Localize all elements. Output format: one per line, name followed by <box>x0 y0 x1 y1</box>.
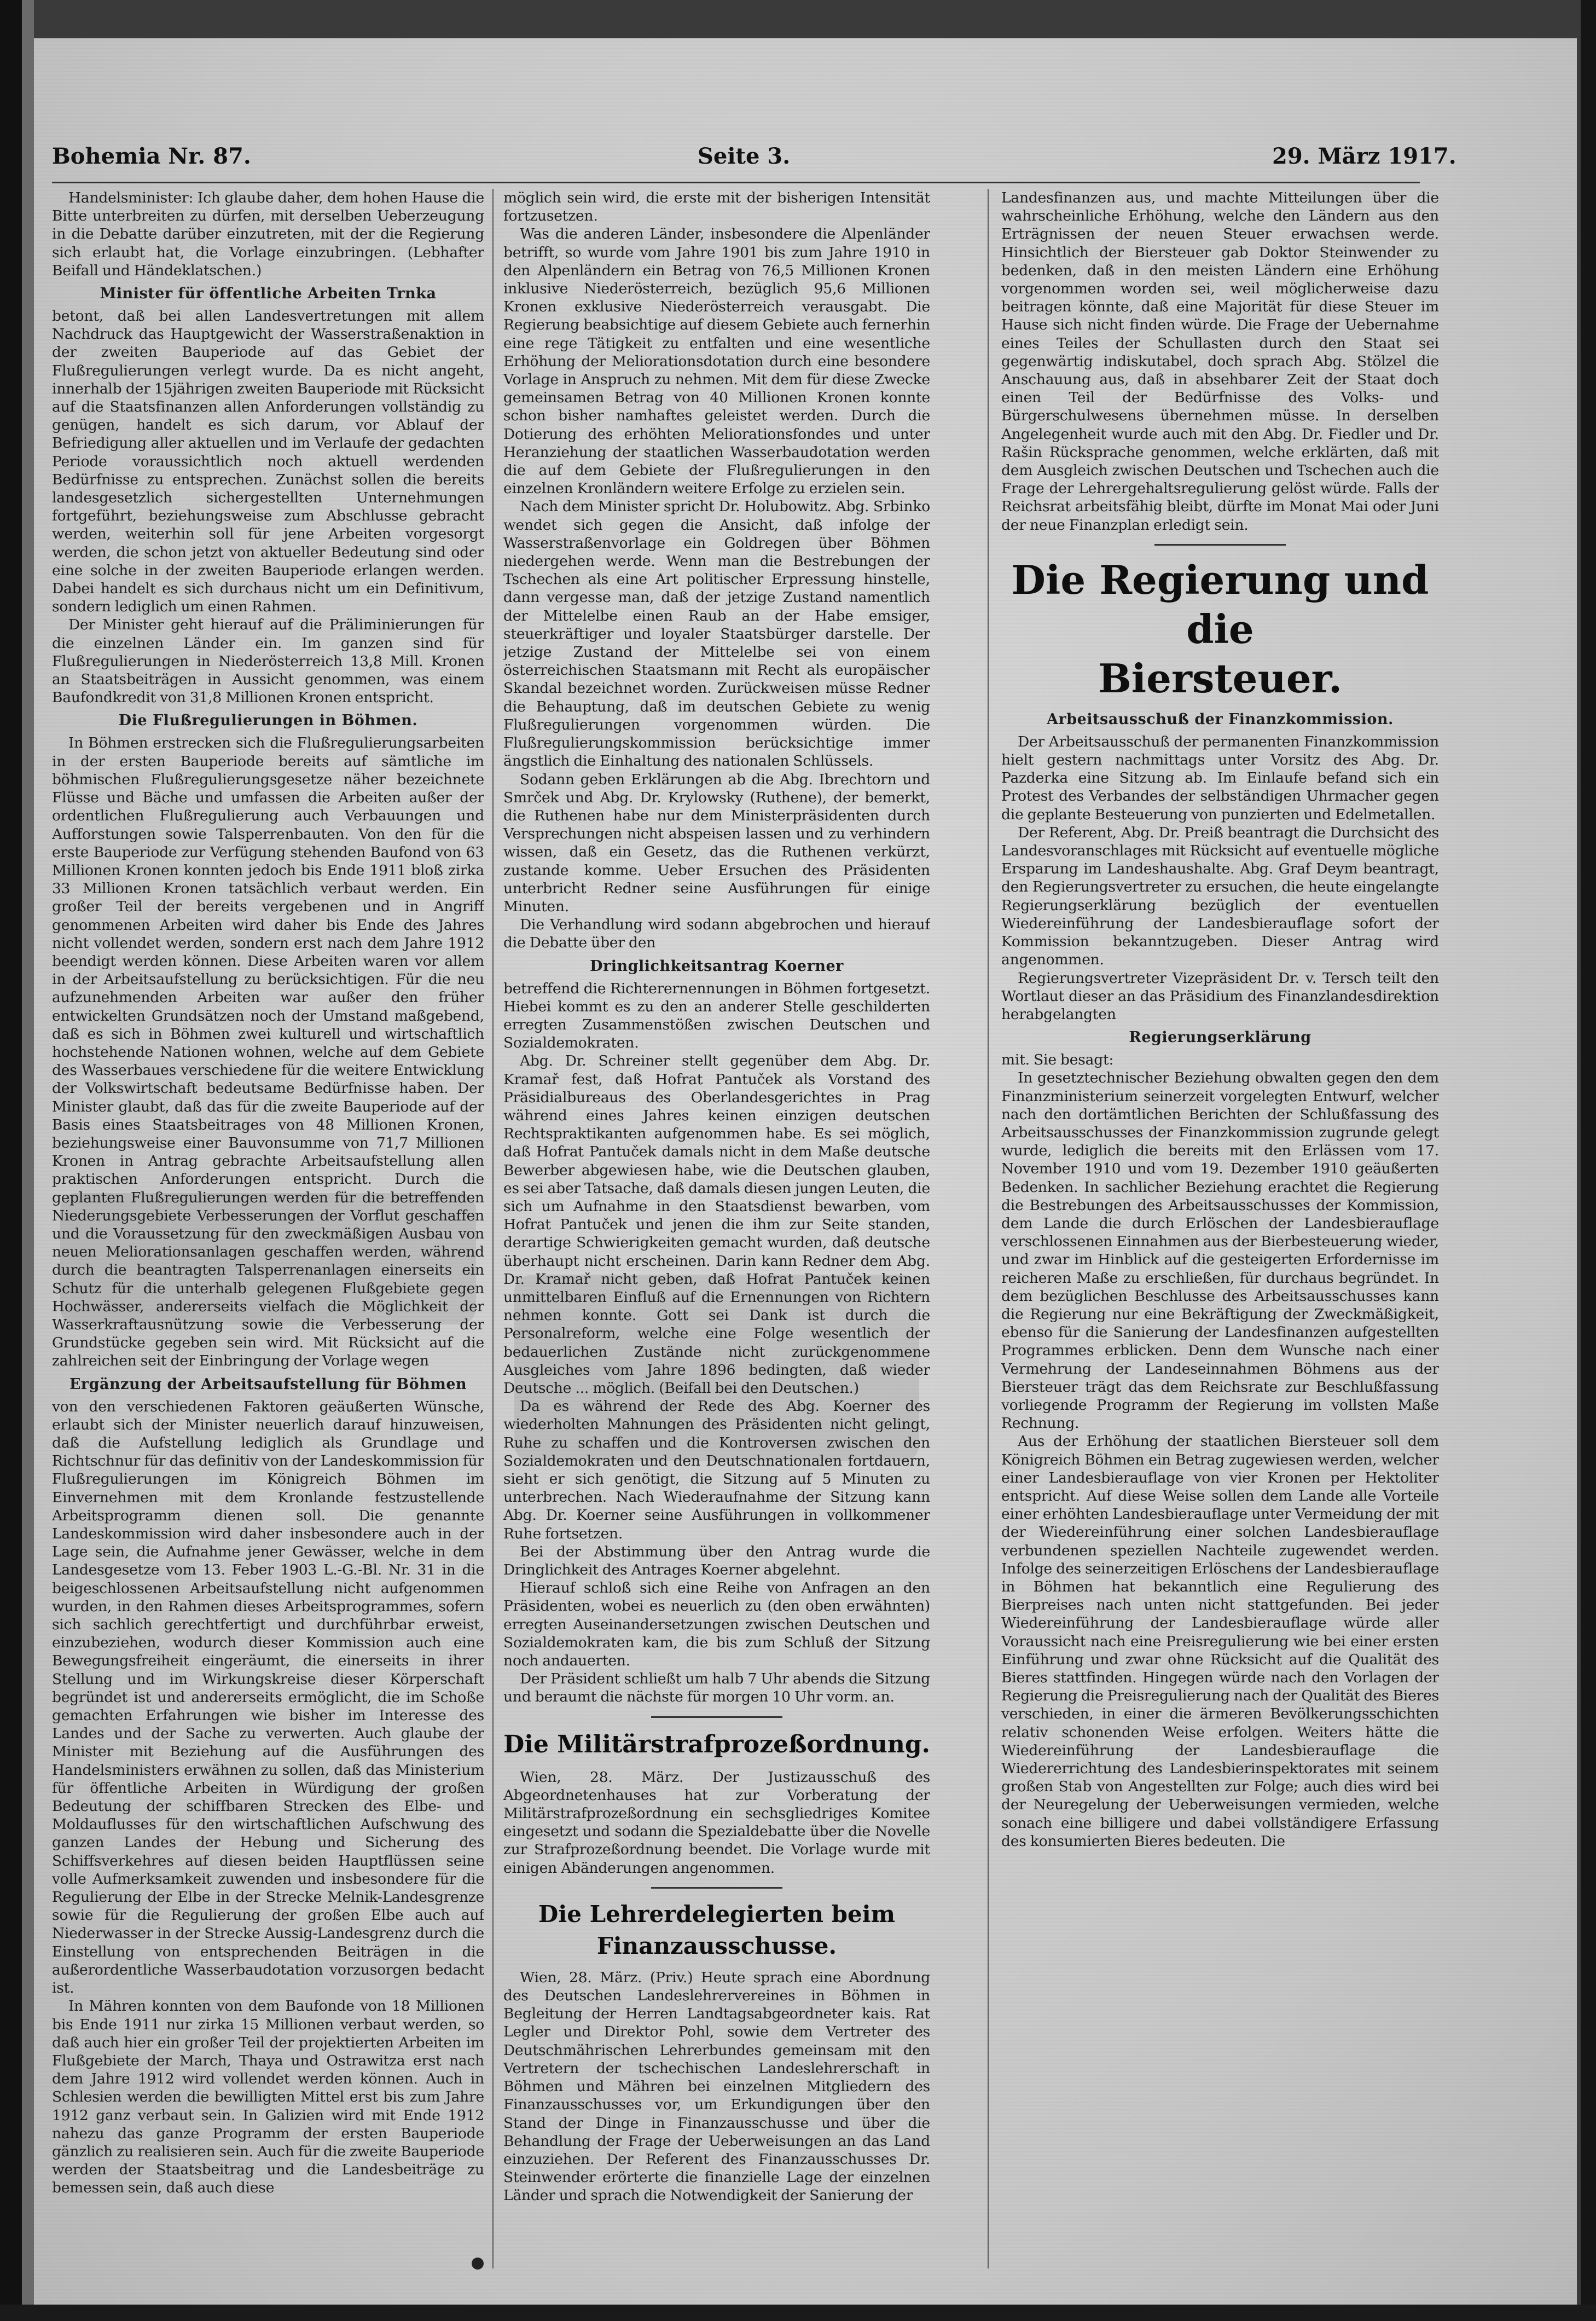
paragraph: Was die anderen Länder, insbesondere die Alpenländer betrifft, so wurde vom Jahre 1901 bis zum Jahre 1910 in den Alpenländern ein Betrag von 76,5 Millionen Kronen inklusive Niederösterreich, bezüglich 95,6 Millionen Kronen exklusive Niederösterreich verausgabt. Die Regierung beabsichtige auf diesem Gebiete auch fernerhin eine rege Tätigkeit zu entfalten und eine wesentliche Erhöhung der Meliorationsdotation durch eine besondere Vorlage in Anspruch zu nehmen. Mit dem für diese Zwecke gemeinsamen Betrag von 40 Millionen Kronen konnte schon bisher namhaftes geleistet werden. Durch die Dotierung des erhöhten Meliorationsfondes und unter Heranziehung der staatlichen Wasserbaudotation werden die auf dem Gebiete der Flußregulierungen in den einzelnen Kronländern weitere Erfolge zu erzielen sein. <box>503 225 930 497</box>
article-subheading: Arbeitsausschuß der Finanzkommission. <box>1047 710 1394 728</box>
paragraph: möglich sein wird, die erste mit der bisherigen Intensität fortzusetzen. <box>503 189 930 225</box>
paragraph: Sodann geben Erklärungen ab die Abg. Ibrechtorn und Smrček und Abg. Dr. Krylowsky (Ruthene), der bemerkt, die Ruthenen habe nur dem Ministerpräsidenten durch Versprechungen nicht abspeisen lassen und zu verhindern wissen, daß ein Gesetz, das die Ruthenen verkürzt, zustande komme. Ueber Ersuchen des Präsidenten unterbricht Redner seine Ausführungen für einige Minuten. <box>503 771 930 915</box>
paragraph: betont, daß bei allen Landesvertretungen mit allem Nachdruck das Hauptgewicht der Wasserstraßenaktion in der zweiten Bauperiode auf das Gebiet der Flußregulierungen verlegt wurde. Da es nicht angeht, innerhalb der 15jährigen zweiten Bauperiode mit Rücksicht auf die Staatsfinanzen allen Anforderungen vollständig zu genügen, handelt es sich darum, vor Ablauf der Befriedigung aller aktuellen und im Verlaufe der gedachten Periode voraussichtlich noch aktuell werdenden Bedürfnisse zu entsprechen. Zunächst sollen die bereits landesgesetzlich sichergestellten Unternehmungen fortgeführt, beziehungsweise zum Abschlusse gebracht werden, weiterhin soll für jene Arbeiten vorgesorgt werden, die schon jetzt von aktueller Bedeutung sind oder eine solche in der zweiten Bauperiode erlangen werden. Dabei handelt es sich durchaus nicht um ein Definitivum, sondern lediglich um einen Rahmen. <box>52 308 484 616</box>
section-heading: Regierungserklärung <box>1129 1029 1311 1046</box>
paragraph: Bei der Abstimmung über den Antrag wurde die Dringlichkeit des Antrages Koerner abgelehnt. <box>503 1543 930 1579</box>
paragraph: Landesfinanzen aus, und machte Mitteilungen über die wahrscheinliche Erhöhung, welche den Ländern aus den Erträgnissen der neuen Steuer erwachsen werde. Hinsichtlich der Biersteuer gab Doktor Steinwender zu bedenken, daß in den meisten Ländern eine Erhöhung vorgenommen worden sei, weil möglicherweise dazu beitragen könnte, daß eine Majorität für diese Steuer im Hause sich nicht finden würde. Die Frage der Uebernahme eines Teiles der Schullasten durch den Staat sei gegenwärtig indiskutabel, doch sprach Abg. Stölzel die Anschauung aus, daß in absehbarer Zeit der Staat doch einen Teil der Bedürfnisse des Volks- und Bürgerschulwesens übernehmen müsse. In derselben Angelegenheit wurde auch mit den Abg. Dr. Fiedler und Dr. Rašin Rücksprache genommen, welche erklärten, daß mit dem Ausgleich zwischen Deutschen und Tschechen auch die Frage der Lehrergehaltsregulierung gelöst würde. Falls der Reichsrat arbeitsfähig bleibt, dürfte im Monat Mai oder Juni der neue Finanzplan erledigt sein. <box>1001 189 1439 534</box>
paragraph: Der Präsident schließt um halb 7 Uhr abends die Sitzung und beraumt die nächste für morgen 10 Uhr vorm. an. <box>503 1670 930 1706</box>
paragraph: In Böhmen erstrecken sich die Flußregulierungsarbeiten in der ersten Bauperiode bereits auf sämtliche im böhmischen Flußregulierungsgesetze näher bezeichnete Flüsse und Bäche und umfassen die Arbeiten außer der ordentlichen Flußregulierung auch Verbauungen und Aufforstungen sowie Talsperrenbauten. Von den für die erste Bauperiode zur Verfügung stehenden Baufond von 63 Millionen Kronen konnten jedoch bis Ende 1911 bloß zirka 33 Millionen Kronen tatsächlich verbaut werden. Ein großer Teil der bereits vergebenen und in Angriff genommenen Arbeiten wird daher bis Ende des Jahres nicht vollendet werden, sondern erst nach dem Jahre 1912 beendigt werden können. Diese Arbeiten waren vor allem in der Arbeitsaufstellung zu berücksichtigen. Für die neu aufzunehmenden Arbeiten war außer den früher entwickelten Grundsätzen noch der Umstand maßgebend, daß es sich in Böhmen zwei kulturell und wirtschaftlich hochstehende Nationen wohnen, welche auf dem Gebiete des Wasserbaues verschiedene für die weitere Entwicklung der Volkswirtschaft bedeutsame Bedürfnisse haben. Der Minister glaubt, daß das für die zweite Bauperiode auf der Basis eines Staatsbeitrages von 48 Millionen Kronen, beziehungsweise einer Bauvonsumme von 71,7 Millionen Kronen in Antrag gebrachte Arbeitsaufstellung allen praktischen Anforderungen entspricht. Durch die geplanten Flußregulierungen werden für die betreffenden Niederungsgebiete Verbesserungen der Vorflut geschaffen und die Voraussetzung für den zweckmäßigen Ausbau von neuen Meliorationsanlagen geschaffen werden, während durch die beantragten Talsperrenanlagen einerseits ein Schutz für die unterhalb gelegenen Flußgebiete gegen Hochwässer, andererseits vielfach die Möglichkeit der Wasserkraftausnützung sowie die Verbesserung der Grundstücke gegeben sein wird. Mit Rücksicht auf die zahlreichen seit der Einbringung der Vorlage wegen <box>52 734 484 1370</box>
page-header <box>52 143 1456 187</box>
page-number: Seite 3. <box>698 143 791 169</box>
ink-smudge <box>514 1275 919 1461</box>
paragraph: Aus der Erhöhung der staatlichen Biersteuer soll dem Königreich Böhmen ein Betrag zugewiesen werden, welcher einer Landesbierauflage von vier Kronen per Hektoliter entspricht. Auf diese Weise sollen dem Lande alle Vorteile einer erhöhten Landesbierauflage unter Vermeidung der mit der Wiedereinführung einer solchen Landesbierauflage verbundenen speziellen Nachteile zugewendet werden. Infolge des seinerzeitigen Erlöschens der Landesbierauflage in Böhmen hat bekanntlich eine Regulierung des Bierpreises nach unten nicht stattgefunden. Bei jeder Wiedereinführung der Landesbierauflage würde aller Voraussicht nach eine Preisregulierung wie bei einer ersten Einführung und zwar ohne Rücksicht auf die Qualität des Bieres stattfinden. Hingegen würde nach den Vorlagen der Regierung die Preisregulierung nach der Qualität des Bieres verschieden, in einer die ärmeren Bevölkerungsschichten relativ schonenden Weise erfolgen. Weiters hätte die Wiedereinführung der Landesbierauflage die Wiedererrichtung des Landesbierinspektorates mit seinem großen Stab von Angestellten zur Folge; auch dies wird bei der Neuregelung der Ueberweisungen vermieden, welche sonach eine billigere und dabei vollständigere Erfassung des konsumierten Bieres bedeuten. Die <box>1001 1433 1439 1850</box>
column-middle <box>503 189 930 2285</box>
paragraph: In gesetztechnischer Beziehung obwalten gegen den dem Finanzministerium seinerzeit vorgelegten Entwurf, welcher nach den dortämtlichen Berichten der Schlußfassung des Arbeitsausschusses der Finanzkommission zugrunde gelegt wurde, lediglich die bereits mit den Erlässen vom 17. November 1910 und vom 19. Dezember 1910 geäußerten Bedenken. In sachlicher Beziehung erachtet die Regierung die Bestrebungen des Arbeitsausschusses der Kommission, dem Lande die durch Erlöschen der Landesbierauflage verschlossenen Einnahmen aus der Bierbesteuerung wieder, und zwar im Hinblick auf die gesteigerten Erfordernisse im reicheren Maße zu erschließen, für durchaus begründet. In dem bezüglichen Beschlusse des Arbeitsausschusses kann die Regierung nur eine Bekräftigung der Zweckmäßigkeit, ebenso für die Sanierung der Landesfinanzen aufgestellten Programmes erblicken. Denn dem Wunsche nach einer Vermehrung der Landeseinnahmen Böhmens aus der Biersteuer trägt das dem Reichsrate zur Beschlußfassung vorliegende Programm der Regierung im vollsten Maße Rechnung. <box>1001 1069 1439 1432</box>
ink-smudge <box>60 1193 476 1324</box>
column-rule <box>492 189 494 2268</box>
scan-left-edge <box>0 0 22 2321</box>
paragraph: Regierungsvertreter Vizepräsident Dr. v. Tersch teilt den Wortlaut dieser an das Präsidium des Finanzlandesdirektion herabgelangten <box>1001 969 1439 1023</box>
paragraph: Da es während der Rede des Abg. Koerner des wiederholten Mahnungen des Präsidenten nicht gelingt, Ruhe zu schaffen und die Kontroversen zwischen den Sozialdemokraten und den Deutschnationalen fortdauern, sieht er sich genötigt, die Sitzung auf 5 Minuten zu unterbrechen. Nach Wiederaufnahme der Sitzung kann Abg. Dr. Koerner seine Ausführungen in vollkommener Ruhe fortsetzen. <box>503 1398 930 1542</box>
section-heading: Minister für öffentliche Arbeiten Trnka <box>100 285 437 303</box>
section-heading: Die Flußregulierungen in Böhmen. <box>118 712 418 730</box>
column-right <box>1001 189 1439 2285</box>
article-headline: Die Militärstrafprozeßordnung. <box>503 1730 930 1758</box>
paragraph: Wien, 28. März. Der Justizausschuß des Abgeordnetenhauses hat zur Vorberatung der Militärstrafprozeßordnung ein sechsgliedriges Komitee eingesetzt und sodann die Spezialdebatte über die Novelle zur Strafprozeßordnung beendet. Die Vorlage wurde mit einigen Abänderungen angenommen. <box>503 1768 930 1877</box>
paragraph: Die Verhandlung wird sodann abgebrochen und hierauf die Debatte über den <box>503 916 930 952</box>
header-rule <box>52 182 1420 183</box>
divider <box>651 1716 782 1718</box>
paragraph: mit. Sie besagt: <box>1001 1051 1114 1069</box>
scan-binding-shadow <box>22 0 34 2321</box>
paragraph: Abg. Dr. Schreiner stellt gegenüber dem Abg. Dr. Kramař fest, daß Hofrat Pantuček als Vorstand des Präsidialbureaus des Oberlandesgerichtes in Prag während eines Jahres keinen einzigen deutschen Rechtspraktikanten aufgenommen habe. Es sei möglich, daß Hofrat Pantuček damals nicht in dem Maße deutsche Bewerber abgewiesen habe, wie die Deutschen glauben, es sei aber Tatsache, daß damals diesen jungen Leuten, die sich um Aufnahme in den Staatsdienst bewarben, vom Hofrat Pantuček und jenen die ihm zur Seite standen, derartige Schwierigkeiten gemacht wurden, daß deutsche überhaupt nicht erscheinen. Darin kann Redner dem Abg. Dr. Kramař nicht geben, daß Hofrat Pantuček keinen unmittelbaren Einfluß auf die Ernennungen von Richtern nehmen konnte. Gott sei Dank ist durch die Personalreform, welche eine Folge wesentlich der bedauerlichen Zustände nicht zurückgenommene Ausgleiches vom Jahre 1896 bedingten, daß wieder Deutsche ... möglich. (Beifall bei den Deutschen.) <box>503 1052 930 1397</box>
article-headline: Die Lehrerdelegierten beim Finanzausschusse. <box>538 1900 896 1959</box>
punch-hole <box>472 2258 484 2270</box>
paragraph: Wien, 28. März. (Priv.) Heute sprach eine Abordnung des Deutschen Landeslehrervereines in Böhmen in Begleitung der Herren Landtagsabgeordneter kais. Rat Legler und Direktor Pohl, sowie dem Vertreter des Deutschmährischen Lehrerbundes gemeinsam mit den Vertretern der tschechischen Landeslehrerschaft in Böhmen und Mähren bei einzelnen Mitgliedern des Finanzausschusses vor, um Erkundigungen über den Stand der Dinge in Finanzausschusse und über die Behandlung der Frage der Ueberweisungen an das Land einzuziehen. Der Referent des Finanzausschusses Dr. Steinwender erörterte die finanzielle Lage der einzelnen Länder und sprach die Notwendigkeit der Sanierung der <box>503 1969 930 2204</box>
paragraph: Hierauf schloß sich eine Reihe von Anfragen an den Präsidenten, wobei es neuerlich zu (den oben erwähnten) erregten Auseinandersetzungen zwischen Deutschen und Sozialdemokraten kam, die bis zum Schluß der Sitzung noch andauerten. <box>503 1579 930 1670</box>
paragraph: von den verschiedenen Faktoren geäußerten Wünsche, erlaubt sich der Minister neuerlich darauf hinzuweisen, daß die Aufstellung lediglich als Grundlage und Richtschnur für das definitiv von der Landeskommission für Flußregulierungen im Königreich Böhmen im Einvernehmen mit dem Kronlande festzustellende Arbeitsprogramm dienen soll. Die genannte Landeskommission wird daher insbesondere auch in der Lage sein, die Aufnahme jener Gewässer, welche in dem Landesgesetze vom 13. Feber 1903 L.-G.-Bl. Nr. 31 in die beigeschlossenen Arbeitsaufstellung nicht aufgenommen wurden, in den Rahmen dieses Arbeitsprogrammes, sofern sich sachlich gerechtfertigt und durchführbar erweist, einzubeziehen, wodurch dieser Kommission auch eine Bewegungsfreiheit eingeräumt, die einerseits in ihrer Stellung und im Wirkungskreise dieser Körperschaft begründet ist und andererseits ermöglicht, die im Schoße gemachten Erfahrungen wie bisher im Interesse des Landes und der Sache zu verwerten. Auch glaube der Minister mit Beziehung auf die Ausführungen des Handelsministers erwähnen zu sollen, daß das Ministerium für öffentliche Arbeiten in Würdigung der großen Bedeutung der schiffbaren Strecken des Elbe- und Moldauflusses für den wirtschaftlichen Aufschwung des ganzen Landes der Hebung und Sicherung des Schiffsverkehres auf diesen beiden Hauptflüssen seine volle Aufmerksamkeit zuwenden und insbesondere für die Regulierung der Elbe in der Strecke Melnik-Landesgrenze sowie für die Regulierung der großen Elbe auch auf Niederwasser in der Strecke Aussig-Landesgrenz durch die Einstellung von entsprechenden Beiträgen in die außerordentliche Wasserbaudotation vorzusorgen bedacht ist. <box>52 1398 484 1997</box>
section-heading: Dringlichkeitsantrag Koerner <box>590 957 844 975</box>
paragraph: Handelsminister: Ich glaube daher, dem hohen Hause die Bitte unterbreiten zu dürfen, mit derselben Ueberzeugung in die Debatte darüber einzutreten, mit der die Regierung sich erlaubt hat, die Vorlage einzubringen. (Lebhafter Beifall und Händeklatschen.) <box>52 189 484 279</box>
scan-bottom-edge <box>0 2305 1596 2321</box>
paragraph: Der Minister geht hierauf auf die Präliminierungen für die einzelnen Länder ein. Im ganzen sind für Flußregulierungen in Niederösterreich 13,8 Mill. Kronen an Staatsbeiträgen in Aussicht genommen, was einem Baufondkredit von 31,8 Millionen Kronen entspricht. <box>52 616 484 707</box>
paragraph: In Mähren konnten von dem Baufonde von 18 Millionen bis Ende 1911 nur zirka 15 Millionen verbaut werden, so daß auch hier ein großer Teil der projektierten Arbeiten im Flußgebiete der March, Thaya und Ostrawitza erst nach dem Jahre 1912 wird vollendet werden können. Auch in Schlesien werden die bewilligten Mittel erst bis zum Jahre 1912 ganz verbaut sein. In Galizien wird mit Ende 1912 nahezu das ganze Programm der ersten Bauperiode gänzlich zu realisieren sein. Auch für die zweite Bauperiode werden der Staatsbeitrag und die Landesbeiträge zu bemessen sein, daß auch diese <box>52 1998 484 2197</box>
headline-line: Die Regierung und die <box>1011 556 1429 652</box>
divider <box>651 1887 782 1889</box>
issue-date: 29. März 1917. <box>1272 143 1456 169</box>
divider <box>1154 544 1286 546</box>
section-heading: Ergänzung der Arbeitsaufstellung für Böhmen <box>69 1375 467 1393</box>
scan-right-edge <box>1581 0 1596 2321</box>
paragraph: Nach dem Minister spricht Dr. Holubowitz. Abg. Srbinko wendet sich gegen die Ansicht, daß infolge der Wasserstraßenvorlage ein Goldregen über Böhmen niedergehen werde. Wenn man die Bestrebungen der Tschechen als eine Art politischer Erpressung hinstelle, dann vergesse man, daß der jetzige Zustand namentlich der Mittelelbe einen Raub an der Habe emsiger, steuerkräftiger und loyaler Staatsbürger darstelle. Der jetzige Zustand der Mittelelbe sei von einem österreichischen Staatsmann mit Recht als europäischer Skandal bezeichnet worden. Zurückweisen müsse Redner die Behauptung, daß im deutschen Gebiete zu wenig Flußregulierungen vorgenommen würden. Die Flußregulierungskommission berücksichtige immer ängstlich die Einhaltung des nationalen Schlüssels. <box>503 498 930 770</box>
headline-line: Biersteuer. <box>1098 655 1343 702</box>
newspaper-issue: Bohemia Nr. 87. <box>52 143 251 169</box>
column-rule <box>988 189 989 2268</box>
article-headline <box>1001 555 1439 703</box>
paragraph: betreffend die Richterernennungen in Böhmen fortgesetzt. Hiebei kommt es zu den an anderer Stelle geschilderten erregten Zusammenstößen zwischen Deutschen und Sozialdemokraten. <box>503 980 930 1052</box>
paragraph: Der Referent, Abg. Dr. Preiß beantragt die Durchsicht des Landesvoranschlages mit Rücksicht auf eventuelle mögliche Ersparung im Landeshaushalte. Abg. Graf Deym beantragt, den Regierungsvertreter zu ersuchen, die heute eingelangte Regierungserklärung bezüglich der eventuellen Wiedereinführung der Landesbierauflage sofort der Kommission bekanntzugeben. Dieser Antrag wird angenommen. <box>1001 824 1439 969</box>
paragraph: Der Arbeitsausschuß der permanenten Finanzkommission hielt gestern nachmittags unter Vorsitz des Abg. Dr. Pazderka eine Sitzung ab. Im Einlaufe befand sich ein Protest des Verbandes der selbständigen Uhrmacher gegen die geplante Besteuerung von punzierten und Edelmetallen. <box>1001 733 1439 823</box>
